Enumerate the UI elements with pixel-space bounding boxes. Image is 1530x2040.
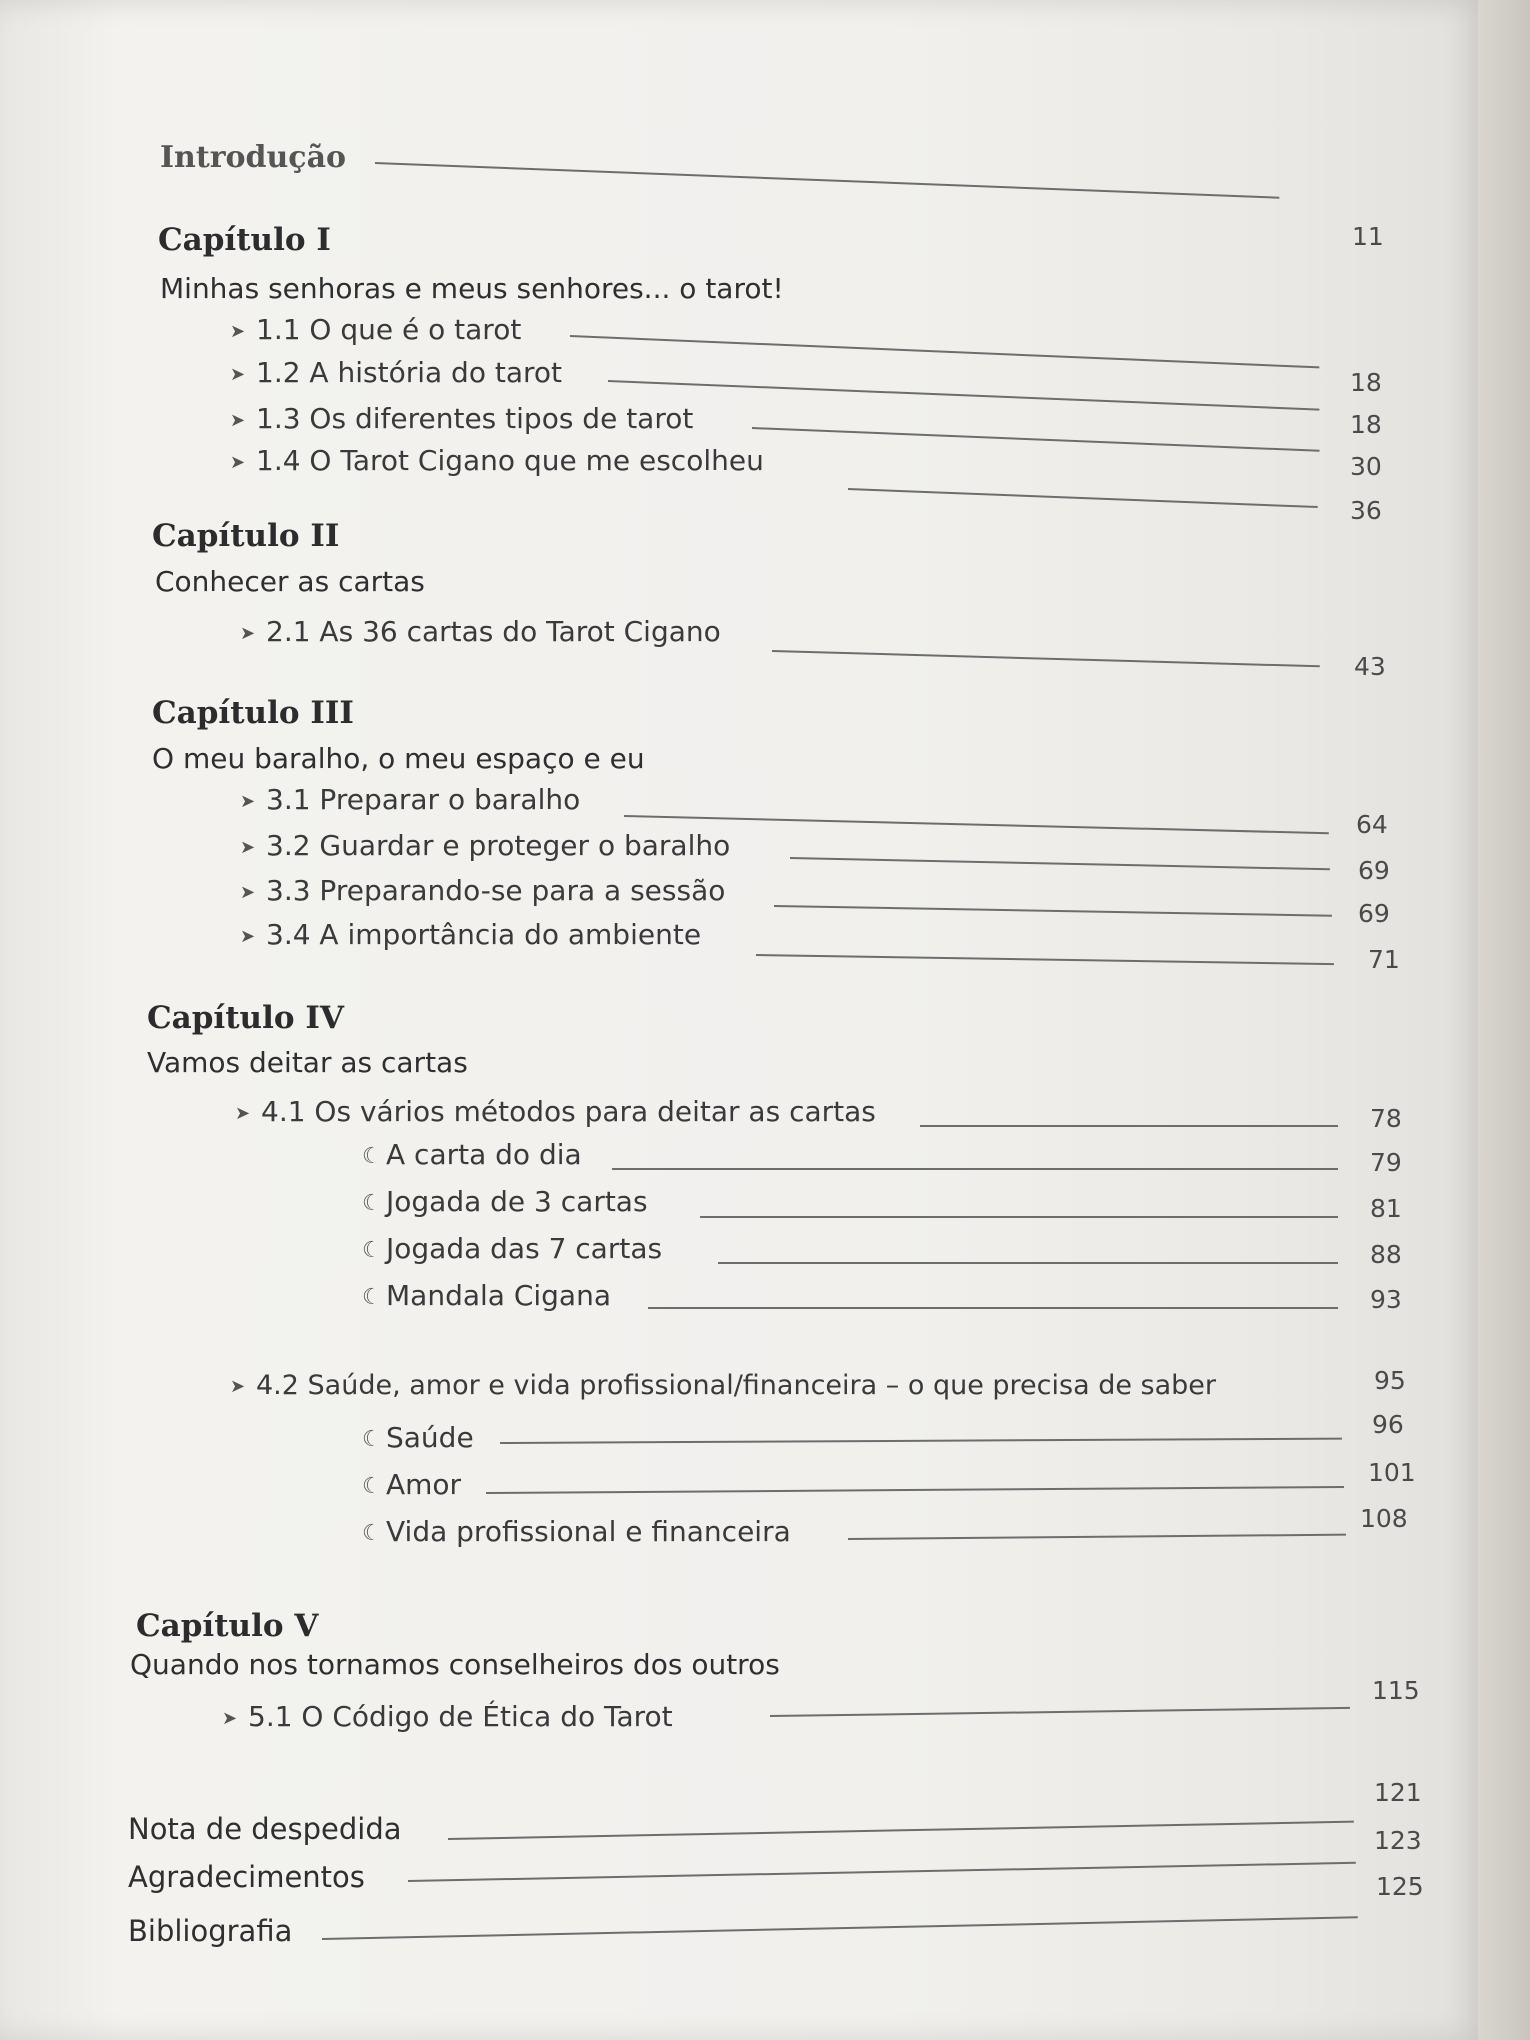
chapter-subtitle: Vamos deitar as cartas — [147, 1046, 468, 1079]
bullet-arrow-icon: ➤ — [240, 790, 256, 812]
toc-entry — [230, 1370, 1216, 1401]
chapter-heading: Capítulo V — [136, 1608, 319, 1644]
entry-label: 1.4 O Tarot Cigano que me escolheu — [256, 444, 764, 477]
entry-label: 3.3 Preparando-se para a sessão — [266, 874, 726, 907]
toc-entry — [230, 356, 562, 389]
page-number: 101 — [1368, 1458, 1416, 1487]
entry-label: 1.2 A história do tarot — [256, 356, 563, 389]
intro-label: Introdução — [160, 140, 347, 175]
page-number: 18 — [1350, 368, 1382, 397]
entry-label: 3.1 Preparar o baralho — [266, 783, 581, 816]
toc-entry — [230, 402, 693, 435]
page-number: 123 — [1374, 1826, 1422, 1855]
page-number: 79 — [1370, 1148, 1402, 1177]
chapter-heading: Capítulo IV — [147, 1000, 344, 1036]
page-number: 96 — [1372, 1410, 1404, 1439]
bullet-moon-icon: ☾ — [362, 1237, 382, 1263]
bullet-arrow-icon: ➤ — [235, 1102, 251, 1124]
leader-line — [772, 650, 1320, 667]
entry-label: Amor — [386, 1468, 462, 1501]
bullet-arrow-icon: ➤ — [230, 451, 246, 473]
bullet-moon-icon: ☾ — [362, 1473, 382, 1499]
toc-end-entry: Agradecimentos — [128, 1860, 365, 1894]
page-number: 88 — [1370, 1240, 1402, 1269]
chapter-subtitle: O meu baralho, o meu espaço e eu — [152, 742, 645, 775]
entry-label: 1.3 Os diferentes tipos de tarot — [256, 402, 694, 435]
entry-label: Jogada das 7 cartas — [386, 1232, 663, 1265]
toc-entry — [240, 874, 725, 907]
leader-line — [848, 488, 1318, 508]
leader-line — [500, 1438, 1342, 1444]
entry-label: 3.4 A importância do ambiente — [266, 918, 702, 951]
leader-line — [570, 335, 1319, 368]
leader-line — [648, 1307, 1338, 1309]
chapter-heading: Capítulo III — [152, 695, 354, 731]
toc-subentry — [362, 1185, 648, 1218]
leader-line — [408, 1862, 1356, 1882]
entry-label: 4.1 Os vários métodos para deitar as cartas — [261, 1095, 876, 1128]
bullet-arrow-icon: ➤ — [240, 836, 256, 858]
toc-entry — [222, 1700, 673, 1733]
toc-end-entry: Bibliografia — [128, 1914, 293, 1948]
leader-line — [448, 1821, 1354, 1840]
leader-line — [752, 427, 1320, 452]
page-number: 93 — [1370, 1285, 1402, 1314]
leader-line — [770, 1707, 1350, 1717]
toc-subentry — [362, 1515, 791, 1548]
page-number: 81 — [1370, 1194, 1402, 1223]
toc-entry — [240, 783, 580, 816]
bullet-arrow-icon: ➤ — [230, 1376, 246, 1397]
entry-label: Mandala Cigana — [386, 1279, 611, 1312]
bullet-arrow-icon: ➤ — [240, 881, 256, 903]
leader-line — [612, 1168, 1338, 1170]
page-number: 78 — [1370, 1104, 1402, 1133]
entry-label: Vida profissional e financeira — [386, 1515, 791, 1548]
page-number: 121 — [1374, 1778, 1422, 1807]
leader-line — [608, 380, 1320, 411]
leader-line — [756, 954, 1334, 965]
toc-entry — [240, 615, 721, 648]
bullet-arrow-icon: ➤ — [222, 1707, 238, 1729]
page-number: 43 — [1354, 652, 1386, 681]
bullet-moon-icon: ☾ — [362, 1143, 382, 1169]
bullet-arrow-icon: ➤ — [240, 925, 256, 947]
bullet-moon-icon: ☾ — [362, 1190, 382, 1216]
entry-label: A carta do dia — [386, 1138, 582, 1171]
bullet-arrow-icon: ➤ — [230, 409, 246, 431]
chapter-heading: Capítulo II — [152, 518, 340, 554]
toc-subentry — [362, 1232, 662, 1265]
leader-line — [486, 1486, 1344, 1494]
page-number: 108 — [1360, 1504, 1408, 1533]
bullet-moon-icon: ☾ — [362, 1284, 382, 1310]
leader-line — [790, 857, 1330, 870]
page-number: 69 — [1358, 856, 1390, 885]
chapter-subtitle: Quando nos tornamos conselheiros dos outros — [130, 1648, 780, 1681]
toc-entry — [240, 918, 701, 951]
entry-label: 2.1 As 36 cartas do Tarot Cigano — [266, 615, 721, 648]
page-number: 125 — [1376, 1872, 1424, 1901]
bullet-moon-icon: ☾ — [362, 1520, 382, 1546]
toc-subentry — [362, 1138, 582, 1171]
leader-line — [718, 1262, 1338, 1264]
page-number: 71 — [1368, 945, 1400, 974]
toc-entry — [230, 313, 521, 346]
entry-label: Saúde — [386, 1421, 474, 1454]
toc-entry — [240, 829, 730, 862]
page-number: 64 — [1356, 810, 1388, 839]
bullet-arrow-icon: ➤ — [230, 363, 246, 385]
entry-label: 3.2 Guardar e proteger o baralho — [266, 829, 731, 862]
toc-entry — [235, 1095, 876, 1128]
page-number: 11 — [1352, 222, 1384, 251]
chapter-heading: Capítulo I — [158, 222, 331, 258]
leader-line — [848, 1534, 1346, 1540]
leader-line — [700, 1216, 1338, 1218]
page-number: 18 — [1350, 410, 1382, 439]
page-number: 95 — [1374, 1366, 1406, 1395]
toc-entry — [230, 444, 764, 477]
toc-subentry — [362, 1468, 461, 1501]
leader-line — [375, 162, 1279, 199]
bullet-arrow-icon: ➤ — [240, 622, 256, 644]
bullet-moon-icon: ☾ — [362, 1426, 382, 1452]
entry-label: Jogada de 3 cartas — [386, 1185, 648, 1218]
page-number: 36 — [1350, 496, 1382, 525]
toc-subentry — [362, 1421, 474, 1454]
leader-line — [322, 1916, 1358, 1940]
leader-line — [920, 1125, 1338, 1127]
toc-subentry — [362, 1279, 611, 1312]
chapter-subtitle: Minhas senhoras e meus senhores... o tarot! — [160, 272, 784, 305]
entry-label: 1.1 O que é o tarot — [256, 313, 522, 346]
page-number: 30 — [1350, 452, 1382, 481]
page-number: 115 — [1372, 1676, 1420, 1705]
chapter-subtitle: Conhecer as cartas — [155, 565, 425, 598]
entry-label: 5.1 O Código de Ética do Tarot — [248, 1700, 673, 1733]
bullet-arrow-icon: ➤ — [230, 320, 246, 342]
leader-line — [774, 905, 1332, 917]
toc-end-entry: Nota de despedida — [128, 1812, 402, 1846]
page-number: 69 — [1358, 899, 1390, 928]
entry-label: 4.2 Saúde, amor e vida profissional/financeira – o que precisa de saber — [256, 1370, 1216, 1401]
